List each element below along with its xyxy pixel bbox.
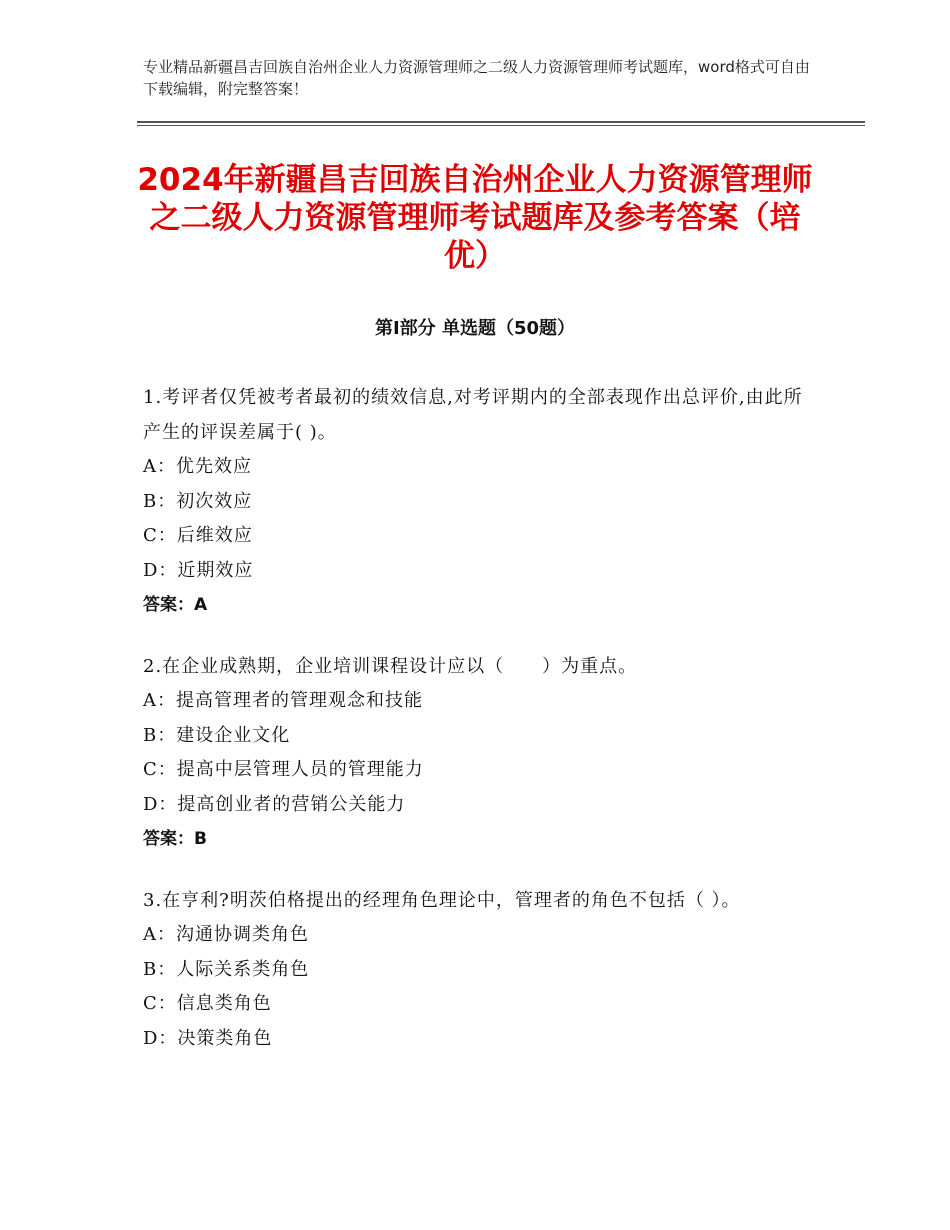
question-stem: 2.在企业成熟期，企业培训课程设计应以（ ）为重点。 bbox=[143, 655, 638, 677]
option-c: C：信息类角色 bbox=[143, 993, 272, 1014]
option-c: C：后维效应 bbox=[143, 525, 253, 546]
answer: 答案：B bbox=[143, 829, 207, 849]
question-stem: 1.考评者仅凭被考者最初的绩效信息,对考评期内的全部表现作出总评价,由此所产生的评误差属于( )。 bbox=[143, 387, 803, 443]
option-a: A：提高管理者的管理观念和技能 bbox=[143, 690, 423, 711]
question-3 bbox=[143, 884, 813, 1057]
option-a: A：沟通协调类角色 bbox=[143, 924, 309, 945]
option-b: B：初次效应 bbox=[143, 490, 253, 512]
header-note: 专业精品新疆昌吉回族自治州企业人力资源管理师之二级人力资源管理师考试题库，word格式可自由下载编辑，附完整答案！ bbox=[143, 58, 810, 98]
option-d: D：提高创业者的营销公关能力 bbox=[143, 793, 406, 815]
option-a: A：优先效应 bbox=[143, 456, 252, 477]
question-1 bbox=[143, 381, 813, 623]
option-b: B：人际关系类角色 bbox=[143, 958, 310, 980]
question-stem: 3.在亨利?明茨伯格提出的经理角色理论中，管理者的角色不包括（ ）。 bbox=[143, 889, 741, 911]
header-rule-thick bbox=[137, 121, 865, 123]
document-title: 2024年新疆昌吉回族自治州企业人力资源管理师之二级人力资源管理师考试题库及参考答案（培优） bbox=[137, 162, 813, 274]
section-title: 第Ⅰ部分 单选题（50题） bbox=[374, 318, 575, 339]
question-2 bbox=[143, 650, 813, 857]
header-rule-thin bbox=[137, 125, 865, 126]
option-d: D：近期效应 bbox=[143, 559, 254, 581]
option-c: C：提高中层管理人员的管理能力 bbox=[143, 759, 424, 780]
answer: 答案：A bbox=[143, 595, 208, 615]
option-b: B：建设企业文化 bbox=[143, 724, 291, 746]
question-list bbox=[143, 381, 813, 1083]
option-d: D：决策类角色 bbox=[143, 1027, 273, 1049]
